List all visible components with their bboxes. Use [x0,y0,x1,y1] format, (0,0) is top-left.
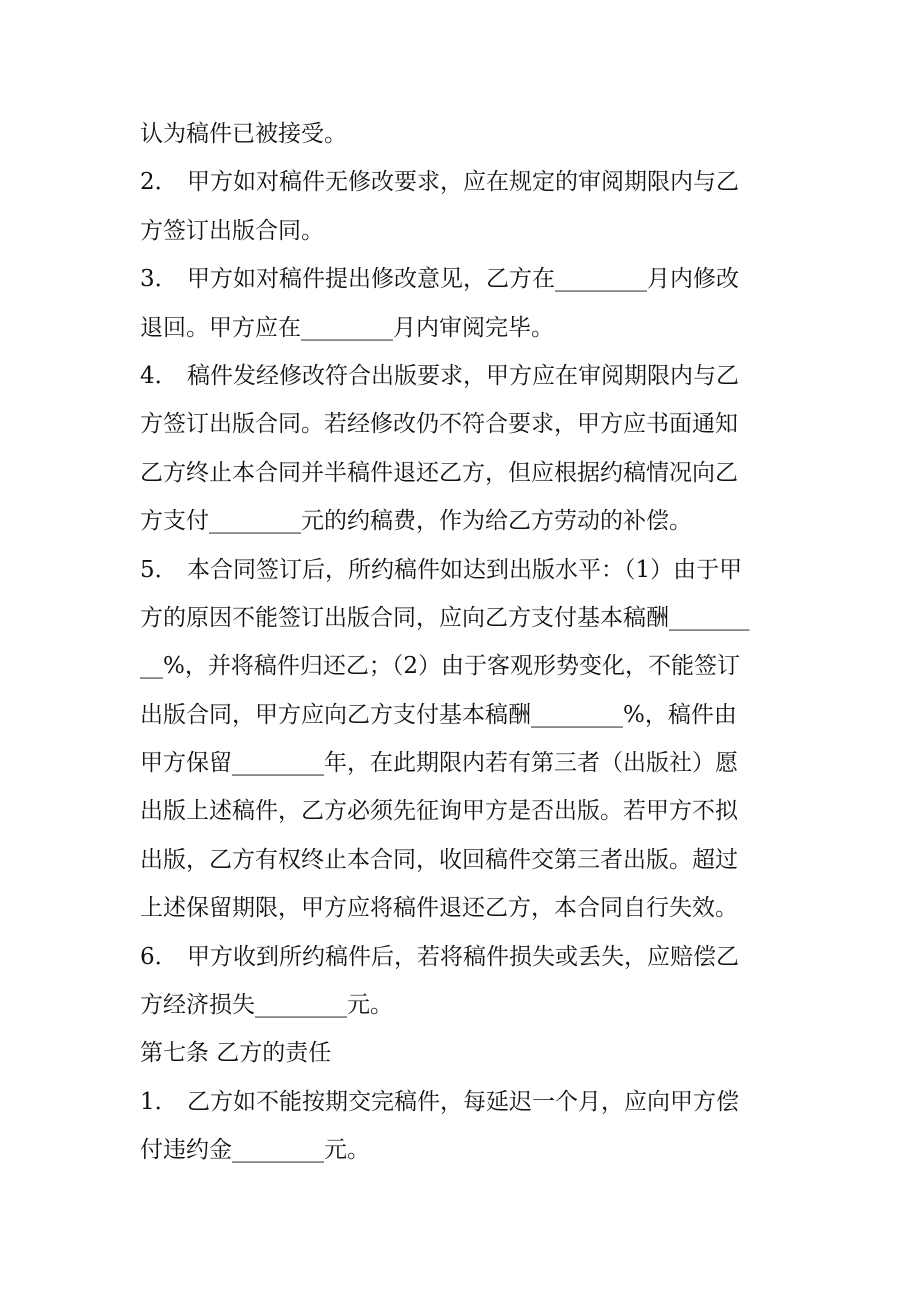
text-line [140,787,820,835]
text-line [140,884,820,932]
line-text: 出版合同，甲方应向乙方支付基本稿酬________%，稿件由 [140,701,737,728]
section-heading-text: 第七条 乙方的责任 [140,1040,332,1067]
text-line [140,158,820,206]
line-text: 方经济损失________元。 [140,992,393,1019]
text-line [140,836,820,884]
line-text: 退回。甲方应在________月内审阅完毕。 [140,314,554,341]
clause-number: 6． [140,943,178,970]
text-line [140,207,820,255]
clause-number: 2． [140,169,178,196]
line-text: 甲方收到所约稿件后，若将稿件损失或丢失，应赔偿乙 [187,943,739,970]
line-text: 乙方如不能按期交完稿件，每延迟一个月，应向甲方偿 [187,1088,739,1115]
text-line [140,933,820,981]
clause-number: 1． [140,1088,178,1115]
text-line [140,449,820,497]
text-line [140,546,820,594]
text-line [140,352,820,400]
line-text: 方的原因不能签订出版合同，应向乙方支付基本稿酬_______ [140,604,750,631]
text-line [140,304,820,352]
text-line [140,400,820,448]
line-text: 甲方如对稿件无修改要求，应在规定的审阅期限内与乙 [187,169,739,196]
line-text: 出版，乙方有权终止本合同，收回稿件交第三者出版。超过 [140,846,738,873]
line-text: 甲方保留________年，在此期限内若有第三者（出版社）愿 [140,750,738,777]
clause-number: 4． [140,362,178,389]
clause-number: 3． [140,266,178,293]
line-text: 上述保留期限，甲方应将稿件退还乙方，本合同自行失效。 [140,895,738,922]
line-text: 本合同签订后，所约稿件如达到出版水平：（1）由于甲 [187,556,743,583]
text-line [140,1078,820,1126]
line-text: 出版上述稿件，乙方必须先征询甲方是否出版。若甲方不拟 [140,798,738,825]
line-text: 方签订出版合同。 [140,217,324,244]
line-text: __%，并将稿件归还乙；（2）由于客观形势变化，不能签订 [140,653,740,680]
text-line [140,691,820,739]
line-text: 稿件发经修改符合出版要求，甲方应在审阅期限内与乙 [187,362,739,389]
text-line [140,739,820,787]
text-line [140,594,820,642]
contract-text-body [140,110,820,1175]
text-line [140,981,820,1029]
line-text: 乙方终止本合同并半稿件退还乙方，但应根据约稿情况向乙 [140,459,738,486]
text-line [140,1126,820,1174]
line-text: 认为稿件已被接受。 [140,121,347,147]
clause-number: 5． [140,556,178,583]
text-line [140,255,820,303]
line-text: 付违约金________元。 [140,1137,370,1164]
line-text: 方支付________元的约稿费，作为给乙方劳动的补偿。 [140,508,692,535]
section-heading [140,1029,820,1077]
line-text: 方签订出版合同。若经修改仍不符合要求，甲方应书面通知 [140,411,738,438]
text-line [140,497,820,545]
text-line [140,110,820,158]
text-line [140,642,820,690]
line-text: 甲方如对稿件提出修改意见，乙方在________月内修改 [187,266,739,293]
